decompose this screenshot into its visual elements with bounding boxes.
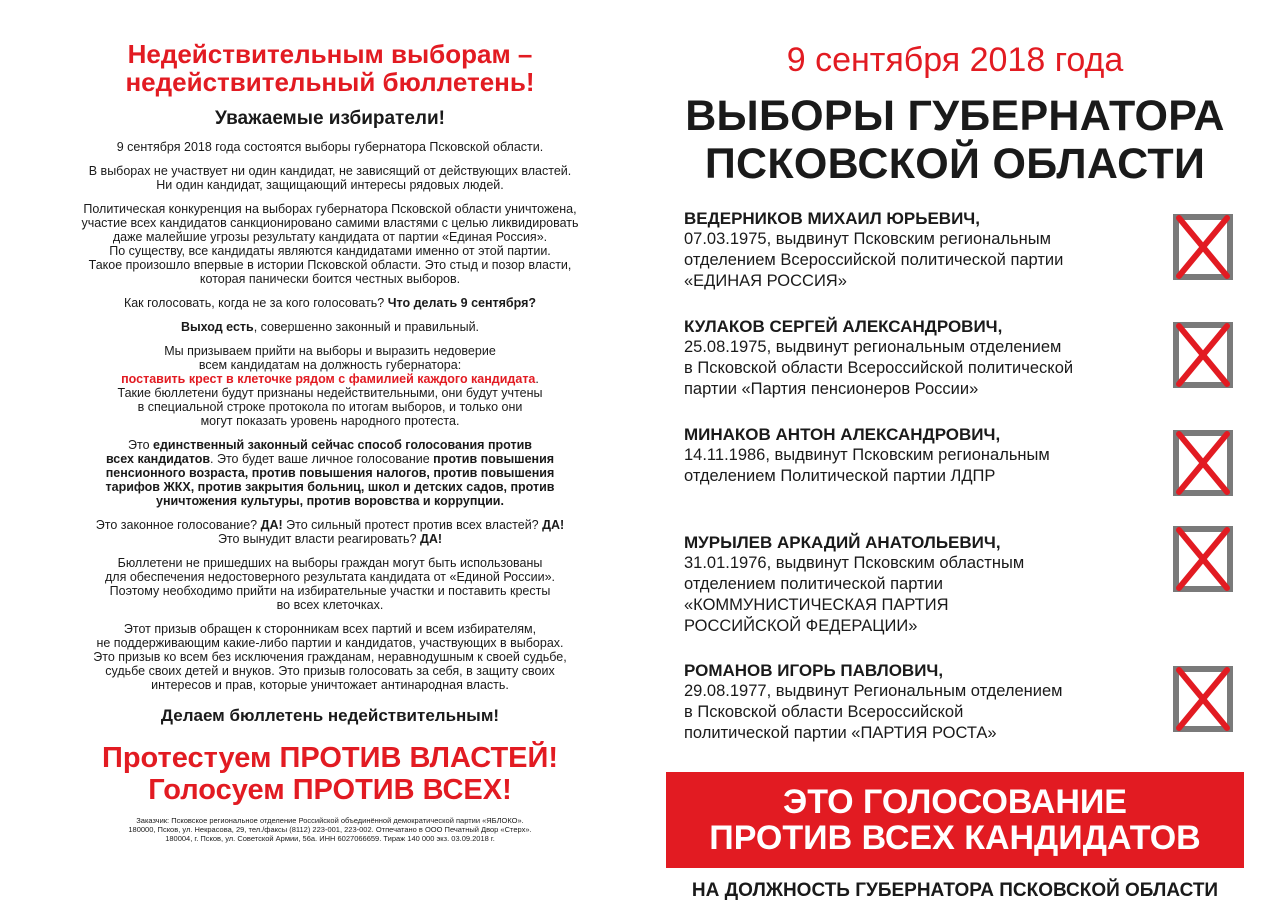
checkbox-cross-icon (1173, 526, 1233, 592)
p7-line (40, 452, 620, 466)
candidate-desc-line: партии «Партия пенсионеров России» (684, 380, 979, 398)
imprint-footer (40, 816, 620, 843)
p7-a: Это (128, 438, 154, 452)
candidate-name: МУРЫЛЕВ АРКАДИЙ АНАТОЛЬЕВИЧ, (684, 533, 1001, 552)
candidate-row (666, 532, 1244, 660)
p8-d: ДА! (542, 518, 565, 532)
governor-post-caption: НА ДОЛЖНОСТЬ ГУБЕРНАТОРА ПСКОВСКОЙ ОБЛАСТИ (691, 880, 1219, 901)
p10-line: судьбе своих детей и внуков. Это призыв голосовать за себя, в защиту своих (105, 664, 555, 678)
p6-line: Такие бюллетени будут признаны недействительными, они будут учтены (117, 386, 543, 400)
candidate-desc-line: 29.08.1977, выдвинут Региональным отделением (684, 682, 1063, 700)
p3-line: Такое произошло впервые в истории Псковской области. Это стыд и позор власти, (88, 258, 572, 272)
p10-line: Это призыв ко всем без исключения гражданам, неравнодушным к своей судьбе, (93, 650, 567, 664)
p7-e: против повышения (433, 452, 555, 466)
p7-line (40, 466, 620, 480)
p8-line (40, 518, 620, 532)
p8-line (40, 532, 620, 546)
election-title (666, 92, 1244, 188)
p1-text: 9 сентября 2018 года состоятся выборы губернатора Псковской области. (116, 140, 544, 154)
p6-callout-line (40, 372, 620, 386)
candidate-row (666, 660, 1244, 768)
paragraph-1 (40, 140, 620, 154)
p4-bold: Что делать 9 сентября? (387, 296, 537, 310)
p9-line: во всех клеточках. (276, 598, 384, 612)
left-column (40, 40, 620, 843)
candidate-desc-line: в Псковской области Всероссийской политической (684, 359, 1074, 377)
candidate-list (666, 208, 1244, 768)
imprint-line: 180004, г. Псков, ул. Советской Армии, 56а. ИНН 6027066659. Тираж 140 000 экз. 03.09.2018 г. (165, 834, 495, 843)
candidate-desc-line: в Псковской области Всероссийской (684, 703, 964, 721)
p8-b: ДА! (260, 518, 283, 532)
p3-line: По существу, все кандидаты являются кандидатами именно от этой партии. (109, 244, 551, 258)
paragraph-6 (40, 344, 620, 428)
candidate-desc-line: политической партии «ПАРТИЯ РОСТА» (684, 724, 997, 742)
p5-text: , совершенно законный и правильный. (253, 320, 480, 334)
election-title-line-1: ВЫБОРЫ ГУБЕРНАТОРА (685, 92, 1225, 140)
candidate-desc-line: 31.01.1976, выдвинут Псковским областным (684, 554, 1025, 572)
p6-line: могут показать уровень народного протеста. (200, 414, 460, 428)
candidate-desc-line: 14.11.1986, выдвинут Псковским региональным (684, 446, 1050, 464)
protest-slogan (40, 742, 620, 806)
p3-line: даже малейшие угрозы результату кандидата от партии «Единая Россия». (112, 230, 548, 244)
candidate-desc-line: отделением Политической партии ЛДПР (684, 467, 996, 485)
protest-line-1: Протестуем ПРОТИВ ВЛАСТЕЙ! (101, 742, 559, 774)
banner-line-2: ПРОТИВ ВСЕХ КАНДИДАТОВ (709, 819, 1201, 857)
candidate-name: ВЕДЕРНИКОВ МИХАИЛ ЮРЬЕВИЧ, (684, 209, 980, 228)
checkbox-cross-icon (1173, 214, 1233, 280)
headline-line-2: недействительный бюллетень! (125, 67, 535, 97)
checkbox-cross-icon (1173, 430, 1233, 496)
paragraph-4 (40, 296, 620, 310)
p7-c: всех кандидатов (105, 452, 211, 466)
p8-e: Это вынудит власти реагировать? (217, 532, 420, 546)
p2-line: Ни один кандидат, защищающий интересы рядовых людей. (156, 178, 504, 192)
p4-text: Как голосовать, когда не за кого голосовать? (123, 296, 388, 310)
p8-c: Это сильный протест против всех властей? (282, 518, 543, 532)
candidate-desc-line: отделением политической партии (684, 575, 944, 593)
p7-f: пенсионного возраста, против повышения налогов, против повышения (105, 466, 555, 480)
candidate-desc-line: «КОММУНИСТИЧЕСКАЯ ПАРТИЯ (684, 596, 949, 614)
candidate-row (666, 208, 1244, 316)
callout-invalid-ballot: Делаем бюллетень недействительным! (160, 706, 500, 725)
candidate-desc-line: 25.08.1975, выдвинут региональным отделением (684, 338, 1062, 356)
paragraph-10 (40, 622, 620, 692)
candidate-name: РОМАНОВ ИГОРЬ ПАВЛОВИЧ, (684, 661, 944, 680)
candidate-desc-line: РОССИЙСКОЙ ФЕДЕРАЦИИ» (684, 617, 918, 635)
p5-bold: Выход есть (180, 320, 254, 334)
greeting: Уважаемые избиратели! (215, 108, 445, 129)
checkbox-cross-icon (1173, 666, 1233, 732)
p7-line (40, 494, 620, 508)
p9-line: для обеспечения недостоверного результата кандидата от «Единой России». (104, 570, 555, 584)
p8-a: Это законное голосование? (95, 518, 261, 532)
p6-line: всем кандидатам на должность губернатора: (198, 358, 462, 372)
election-title-line-2: ПСКОВСКОЙ ОБЛАСТИ (704, 140, 1206, 188)
p7-line (40, 438, 620, 452)
p6-dot: . (535, 372, 539, 386)
p3-line: участие всех кандидатов санкционировано самими властями с целью ликвидировать (81, 216, 579, 230)
p8-f: ДА! (419, 532, 443, 546)
p9-line: Бюллетени не пришедших на выборы граждан могут быть использованы (117, 556, 543, 570)
candidate-desc-line: 07.03.1975, выдвинут Псковским региональным (684, 230, 1051, 248)
candidate-name: КУЛАКОВ СЕРГЕЙ АЛЕКСАНДРОВИЧ, (684, 317, 1003, 336)
candidate-row (666, 316, 1244, 424)
paragraph-9 (40, 556, 620, 612)
right-column (666, 40, 1244, 902)
candidate-name: МИНАКОВ АНТОН АЛЕКСАНДРОВИЧ, (684, 425, 1001, 444)
p7-b: единственный законный сейчас способ голосования против (153, 438, 532, 452)
checkbox-cross-icon (1173, 322, 1233, 388)
candidate-row (666, 424, 1244, 532)
against-all-banner (666, 772, 1244, 868)
candidate-desc-line: отделением Всероссийской политической партии (684, 251, 1064, 269)
imprint-line: 180000, Псков, ул. Некрасова, 29, тел./факсы (8112) 223-001, 223-002. Отпечатано в ООО Печатный Двор «Стерх». (128, 825, 532, 834)
banner-line-1: ЭТО ГОЛОСОВАНИЕ (783, 783, 1127, 821)
p10-line: интересов и прав, которые уничтожает антинародная власть. (151, 678, 509, 692)
candidate-desc-line: «ЕДИНАЯ РОССИЯ» (684, 272, 847, 290)
p3-line: которая панически боится честных выборов. (199, 272, 461, 286)
paragraph-3 (40, 202, 620, 286)
p9-line: Поэтому необходимо прийти на избирательные участки и поставить кресты (109, 584, 551, 598)
p6-red-text: поставить крест в клеточке рядом с фамилией каждого кандидата (121, 372, 536, 386)
p3-line: Политическая конкуренция на выборах губернатора Псковской области уничтожена, (83, 202, 577, 216)
paragraph-8 (40, 518, 620, 546)
p2-line: В выборах не участвует ни один кандидат, не зависящий от действующих властей. (88, 164, 572, 178)
paragraph-7 (40, 438, 620, 508)
paragraph-2 (40, 164, 620, 192)
p10-line: Этот призыв обращен к сторонникам всех партий и всем избирателям, (123, 622, 537, 636)
p10-line: не поддерживающим какие-либо партии и кандидатов, участвующих в выборах. (96, 636, 564, 650)
election-date: 9 сентября 2018 года (786, 41, 1124, 79)
imprint-line: Заказчик: Псковское региональное отделение Российской объединённой демократической партии «ЯБЛОКО». (136, 816, 524, 825)
headline (40, 40, 620, 96)
paragraph-5 (40, 320, 620, 334)
p6-line: Мы призываем прийти на выборы и выразить недоверие (164, 344, 496, 358)
headline-line-1: Недействительным выборам – (127, 39, 533, 69)
p7-h: уничтожения культуры, против воровства и коррупции. (156, 494, 504, 508)
p7-line (40, 480, 620, 494)
p7-g: тарифов ЖКХ, против закрытия больниц, школ и детских садов, против (105, 480, 555, 494)
p6-line: в специальной строке протокола по итогам выборов, и только они (137, 400, 523, 414)
p7-d: . Это будет ваше личное голосование (210, 452, 434, 466)
protest-line-2: Голосуем ПРОТИВ ВСЕХ! (148, 774, 512, 806)
